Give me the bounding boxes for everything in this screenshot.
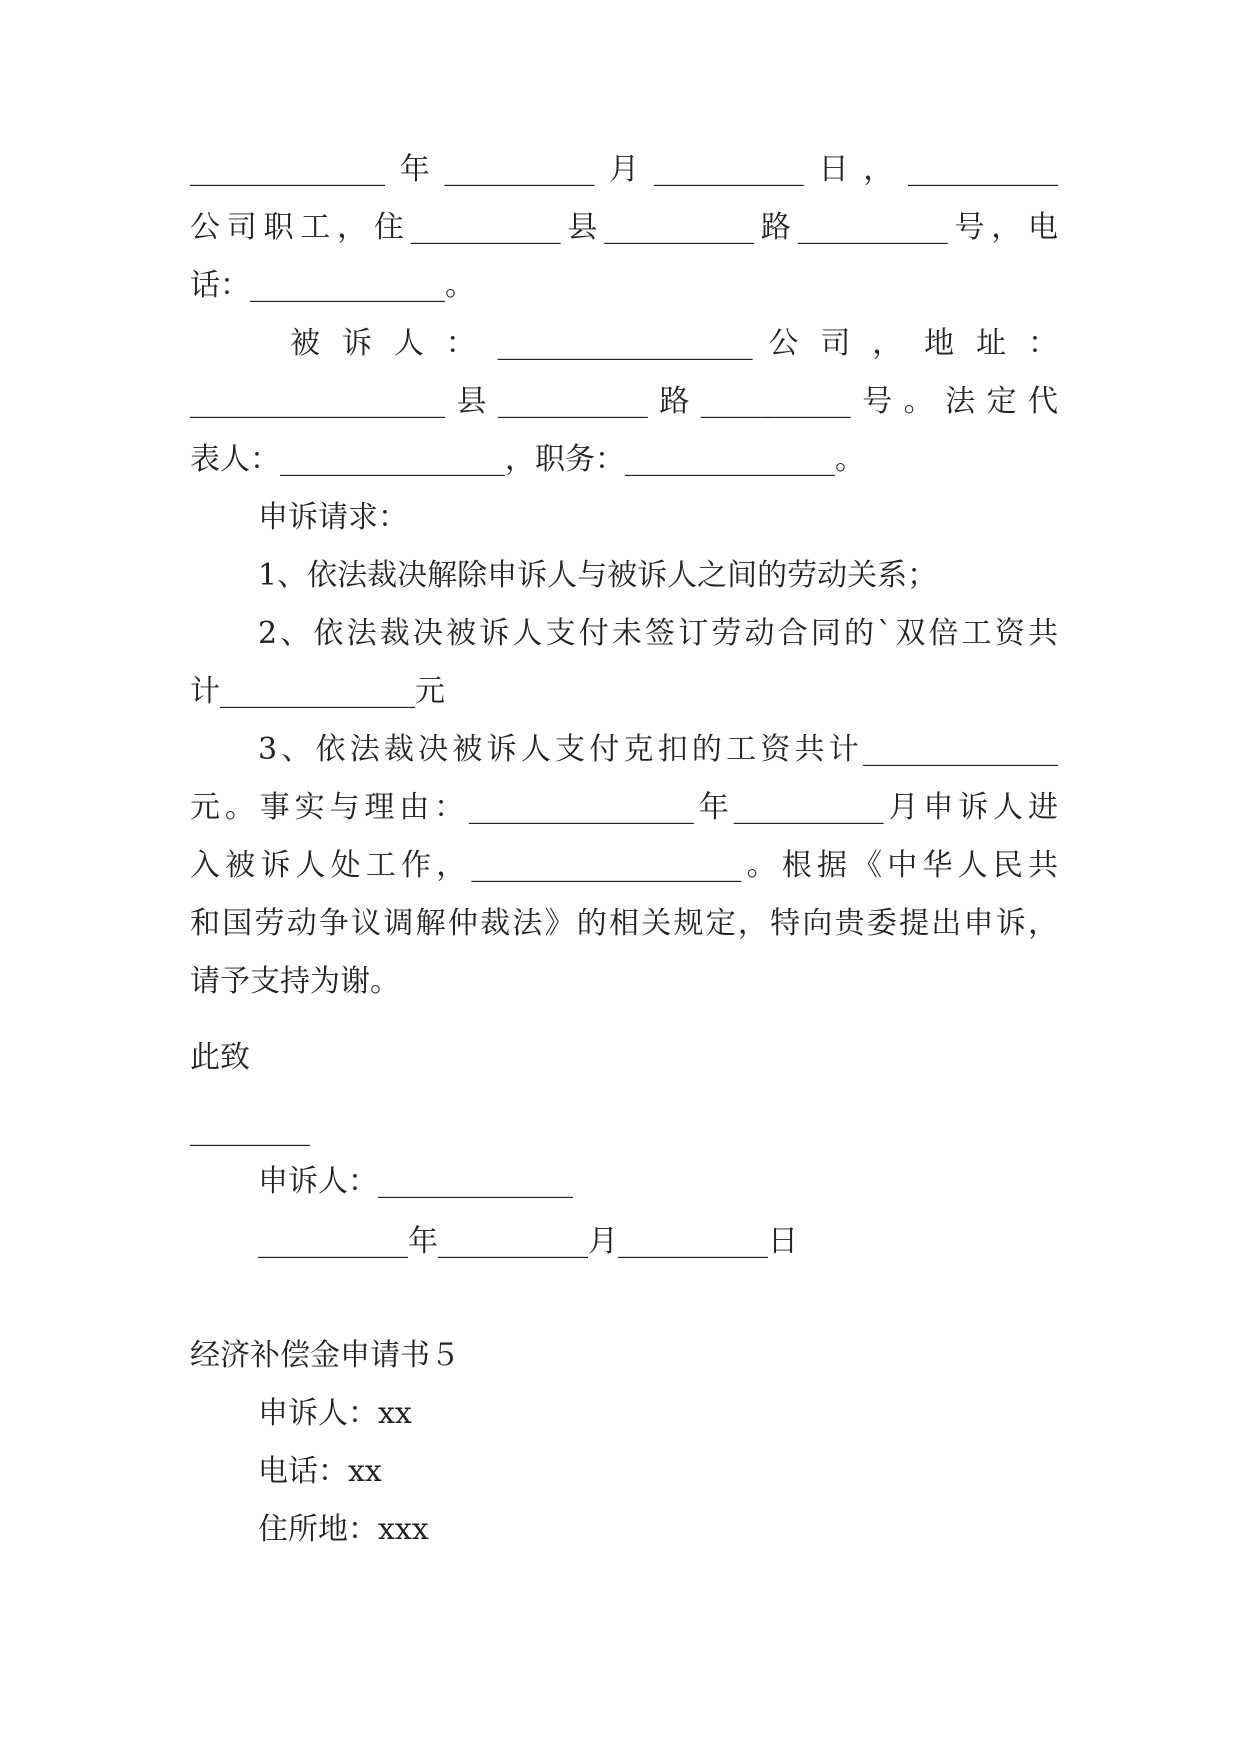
text-line: 表人：_______________，职务：______________。	[190, 442, 865, 477]
address-line: 住所地：xxx	[258, 1512, 429, 1547]
date-line: __________年__________月__________日	[258, 1224, 798, 1259]
section-heading: 申诉请求：	[258, 500, 408, 535]
respondent-line: 被 诉 人 ： _________________ 公 司 ， 地 址 ：	[290, 326, 1058, 361]
request-item: 2、依法裁决被诉人支付未签订劳动合同的`双倍工资共	[258, 616, 1058, 651]
recipient-blank: ________	[190, 1112, 310, 1147]
text-line: 公司职工，住__________县__________路__________号，电	[190, 210, 1058, 245]
text-line: _________________县__________路__________号。法定代	[190, 384, 1058, 419]
phone-line: 电话：xx	[258, 1454, 382, 1489]
signature-line: 申诉人：_____________	[258, 1164, 573, 1199]
text-line: 元。事实与理由：_______________年__________月申诉人进	[190, 790, 1058, 825]
text-line: 话：_____________。	[190, 268, 475, 303]
closing-line: 此致	[190, 1040, 250, 1075]
applicant-line: 申诉人：xx	[258, 1396, 412, 1431]
document-title: 经济补偿金申请书５	[190, 1338, 460, 1373]
request-item: 1、依法裁决解除申诉人与被诉人之间的劳动关系；	[258, 558, 938, 593]
text-line: 计_____________元	[190, 674, 445, 709]
text-line: 请予支持为谢。	[190, 964, 400, 999]
text-line: _____________年__________月__________日，__________	[190, 152, 1058, 187]
text-line: 入被诉人处工作，__________________。根据《中华人民共	[190, 848, 1058, 883]
text-line: 和国劳动争议调解仲裁法》的相关规定，特向贵委提出申诉，	[190, 906, 1058, 941]
request-item: 3、依法裁决被诉人支付克扣的工资共计_____________	[258, 732, 1058, 767]
